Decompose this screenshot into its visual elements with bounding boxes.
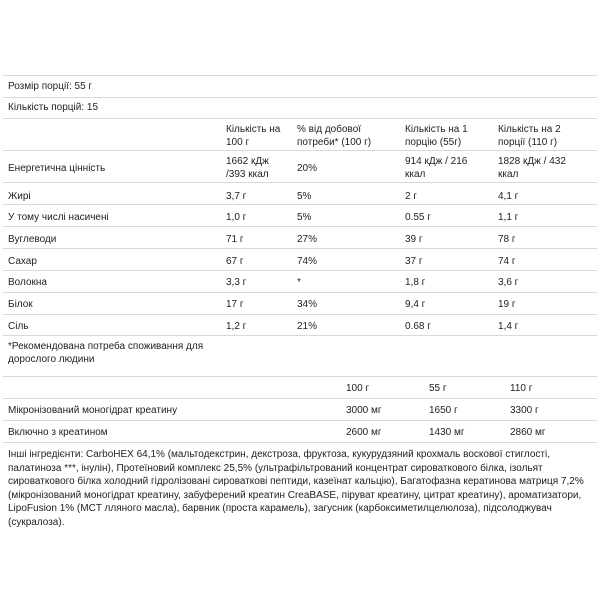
value-1-serving: 0.68 г (405, 321, 431, 332)
divider (3, 226, 597, 227)
creatine-value-55g: 1650 г (429, 405, 458, 416)
creatine-value-100g: 3000 мг (346, 405, 382, 416)
nutrient-name: Жирі (8, 191, 31, 202)
creatine-value-110g: 3300 г (510, 405, 539, 416)
value-1-serving: 0.55 г (405, 212, 431, 223)
value-daily-pct: 27% (297, 234, 318, 245)
value-2-servings: 3,6 г (498, 277, 519, 288)
value-daily-pct: 34% (297, 299, 318, 310)
value-per-100g: 1662 кДж /393 ккал (226, 156, 269, 180)
value-per-100g: 3,3 г (226, 277, 247, 288)
value-2-servings: 4,1 г (498, 191, 519, 202)
value-2-servings: 74 г (498, 256, 516, 267)
divider (3, 270, 597, 271)
value-daily-pct: 5% (297, 212, 312, 223)
creatine-header-55g: 55 г (429, 383, 447, 394)
value-1-serving: 39 г (405, 234, 423, 245)
divider (3, 75, 597, 76)
value-2-servings: 78 г (498, 234, 516, 245)
value-per-100g: 67 г (226, 256, 244, 267)
nutrition-header-per-100g: Кількість на 100 г (226, 124, 281, 148)
value-per-100g: 17 г (226, 299, 244, 310)
creatine-header-100g: 100 г (346, 383, 370, 394)
value-2-servings: 1,4 г (498, 321, 519, 332)
value-per-100g: 1,2 г (226, 321, 247, 332)
serving-size: Розмір порції: 55 г (8, 81, 93, 92)
creatine-header-110g: 110 г (510, 383, 533, 394)
value-per-100g: 1,0 г (226, 212, 247, 223)
value-2-servings: 1,1 г (498, 212, 519, 223)
value-per-100g: 71 г (226, 234, 244, 245)
serving-count: Кількість порцій: 15 (8, 102, 99, 113)
value-daily-pct: 21% (297, 321, 318, 332)
divider (3, 398, 597, 399)
divider (3, 376, 597, 377)
ingredients-text: Інші інгредієнти: CarboHEX 64,1% (мальтодекстрин, декстроза, фруктоза, кукурудзяний крохмаль воскової стиглості, палатиноза ***, інулін), Протеїновий комплекс 25,5% (ультрафільтрований концентрат сироваткового білка, ізольят сироваткового білка холодний гідролізовані сироватковi пептиди, казеїнат кальцію), Багатофазна кератинова матриця 7,2% (мікронізований моногідрат креатину, забуферений креатин CreaBASE, піруват креатину, цитрат креатину), ароматизатори, LipoFusion 1% (MCT лляного масла), барвник (проста карамель), загусник (карбоксиметилцелюлоза), підсолоджувач (сукралоза). (8, 449, 584, 528)
creatine-value-55g: 1430 мг (429, 427, 465, 438)
nutrient-name: У тому числі насичені (8, 212, 109, 223)
value-daily-pct: * (297, 277, 301, 288)
creatine-name: Мікронізований моногідрат креатину (8, 405, 178, 416)
value-1-serving: 1,8 г (405, 277, 426, 288)
divider (3, 442, 597, 443)
value-daily-pct: 74% (297, 256, 318, 267)
value-daily-pct: 20% (297, 163, 318, 174)
value-1-serving: 37 г (405, 256, 423, 267)
value-per-100g: 3,7 г (226, 191, 247, 202)
divider (3, 248, 597, 249)
nutrient-name: Сахар (8, 256, 37, 267)
nutrient-name: Вуглеводи (8, 234, 57, 245)
value-1-serving: 9,4 г (405, 299, 426, 310)
divider (3, 204, 597, 205)
nutrient-name: Енергетична цінність (8, 163, 106, 174)
value-1-serving: 2 г (405, 191, 417, 202)
value-2-servings: 19 г (498, 299, 516, 310)
daily-value-footnote: *Рекомендована потреба споживання для дорослого людини (8, 341, 204, 365)
divider (3, 97, 597, 98)
divider (3, 150, 597, 151)
nutrient-name: Волокна (8, 277, 47, 288)
nutrient-name: Сіль (8, 321, 29, 332)
divider (3, 118, 597, 119)
creatine-value-100g: 2600 мг (346, 427, 382, 438)
nutrition-header-daily-pct: % від добової потреби* (100 г) (297, 124, 372, 148)
divider (3, 314, 597, 315)
value-1-serving: 914 кДж / 216 ккал (405, 156, 468, 180)
divider (3, 182, 597, 183)
nutrition-header-1-serving: Кількість на 1 порцію (55г) (405, 124, 468, 148)
nutrition-header-2-servings: Кількість на 2 порції (110 г) (498, 124, 561, 148)
creatine-name: Включно з креатином (8, 427, 108, 438)
value-daily-pct: 5% (297, 191, 312, 202)
divider (3, 292, 597, 293)
value-2-servings: 1828 кДж / 432 ккал (498, 156, 566, 180)
divider (3, 335, 597, 336)
divider (3, 420, 597, 421)
creatine-value-110g: 2860 мг (510, 427, 546, 438)
nutrient-name: Білок (8, 299, 33, 310)
